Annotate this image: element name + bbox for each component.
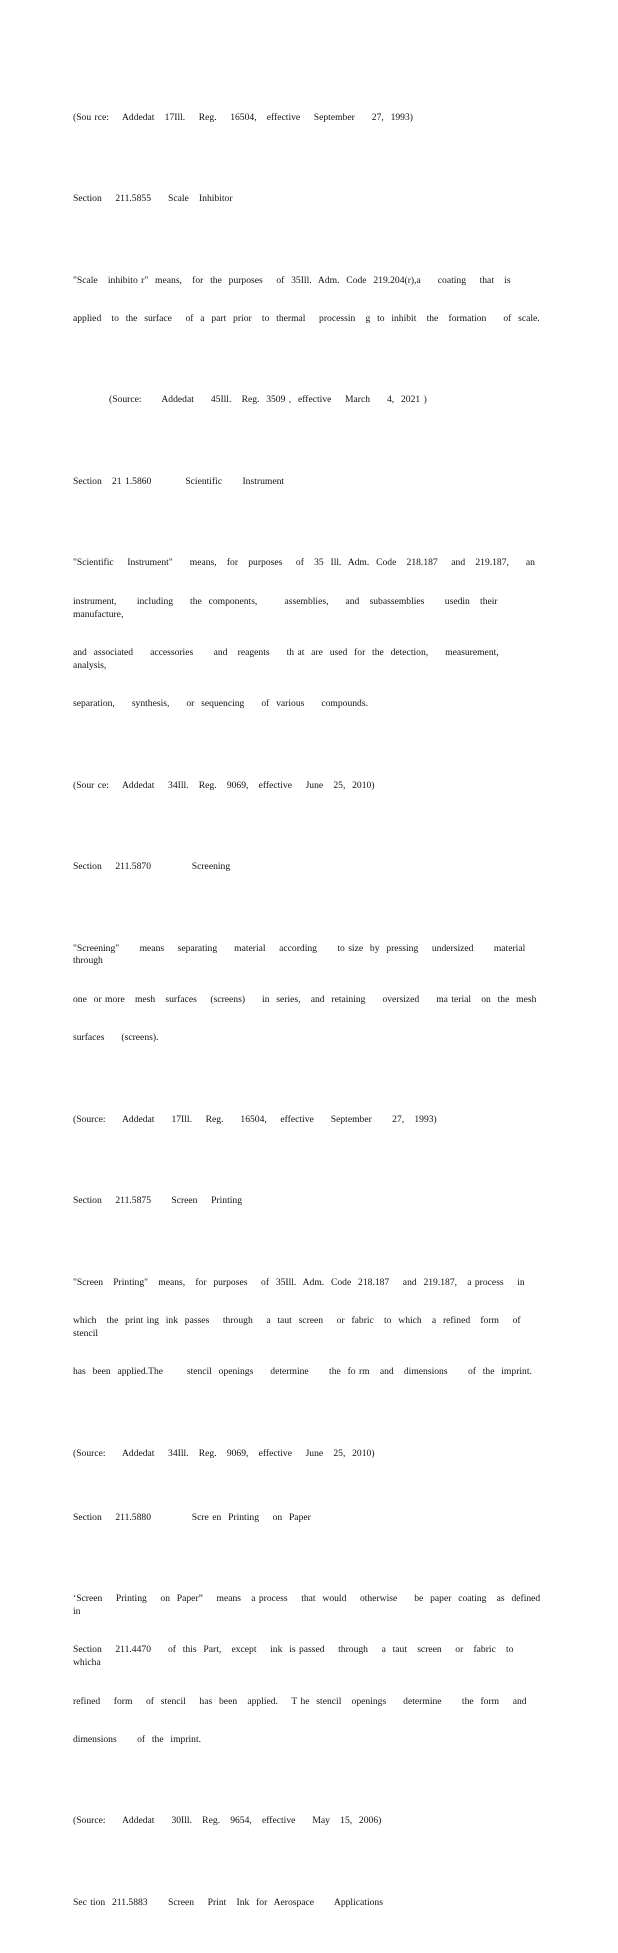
- text-line: Section 21 1.5860 Scientific Instrument: [73, 475, 285, 487]
- section-heading: [73, 450, 543, 514]
- text-line: separation, synthesis, or sequencing of various compounds.: [73, 698, 368, 710]
- text-line: "Screen Printing" means, for purposes of 35Ill. Adm. Code 218.187 and 219.187, a process in: [73, 1276, 525, 1288]
- text-line: (Source: Addedat 17Ill. Reg. 16504, effective September 27, 1993): [73, 1113, 437, 1125]
- text-line: has been applied.The stencil openings determine the fo rm and dimensions of the imprint.: [73, 1366, 532, 1378]
- text-line: which the print ing ink passes through a taut screen or fabric to which a refined form of stencil: [73, 1315, 528, 1339]
- text-line: ‘Screen Printing on Paper” means a process that would otherwise be paper coating as defined in: [73, 1593, 554, 1617]
- text-line: instrument, including the components, assemblies, and subassemblies usedin their manufacture,: [73, 595, 505, 620]
- definition-paragraph: [73, 1568, 554, 1773]
- document-page: [73, 86, 554, 1953]
- text-line: surfaces (screens).: [73, 1032, 159, 1044]
- source-note: [73, 369, 543, 433]
- text-line: (Source: Addedat 34Ill. Reg. 9069, effective June 25, 2010): [73, 1447, 375, 1459]
- source-note: [73, 1422, 543, 1486]
- section-heading: [73, 1871, 543, 1935]
- text-line: (Source: Addedat 30Ill. Reg. 9654, effective May 15, 2006): [73, 1815, 382, 1827]
- section-heading: [73, 167, 543, 231]
- text-line: Section 211.4470 of this Part, except ink is passed through a taut screen or fabric to whicha: [73, 1644, 521, 1669]
- text-line: (Source: Addedat 45Ill. Reg. 3509 , effective March 4, 2021 ): [109, 394, 427, 406]
- text-line: "Screening" means separating material according to size by pressing undersized material through: [73, 942, 543, 967]
- text-line: applied to the surface of a part prior to thermal processin g to inhibit the formation of scale.: [73, 312, 540, 324]
- text-line: Section 211.5875 Screen Printing: [73, 1195, 242, 1207]
- text-line: (Sour ce: Addedat 34Ill. Reg. 9069, effective June 25, 2010): [73, 779, 375, 791]
- text-line: one or more mesh surfaces (screens) in series, and retaining oversized ma terial on the mesh: [73, 993, 537, 1005]
- text-line: Section 211.5880 Scre en Printing on Paper: [73, 1511, 311, 1523]
- source-note: [73, 1088, 543, 1152]
- definition-paragraph: [73, 1251, 543, 1405]
- text-line: Sec tion 211.5883 Screen Print Ink for Aerospace Applications: [73, 1896, 383, 1908]
- text-line: Section 211.5870 Screening: [73, 861, 231, 873]
- definition-paragraph: [73, 532, 543, 737]
- source-note: [73, 754, 543, 818]
- section-heading: [73, 1486, 543, 1550]
- text-line: refined form of stencil has been applied. T he stencil openings determine the form and: [73, 1695, 527, 1707]
- text-line: "Scale inhibito r" means, for the purposes of 35Ill. Adm. Code 219.204(r),a coating that is: [73, 274, 511, 286]
- section-heading: [73, 836, 543, 900]
- text-line: (Sou rce: Addedat 17Ill. Reg. 16504, effective September 27, 1993): [73, 111, 413, 123]
- source-note: [73, 1790, 543, 1854]
- definition-paragraph: [73, 917, 543, 1071]
- text-line: "Scientific Instrument" means, for purposes of 35 Ill. Adm. Code 218.187 and 219.187, an: [73, 557, 535, 569]
- text-line: dimensions of the imprint.: [73, 1733, 202, 1745]
- definition-paragraph: [73, 249, 543, 351]
- text-line: Section 211.5855 Scale Inhibitor: [73, 193, 233, 205]
- text-line: and associated accessories and reagents th at are used for the detection, measurement, analysis,: [73, 646, 526, 671]
- section-heading: [73, 1170, 543, 1234]
- source-note: [73, 86, 543, 150]
